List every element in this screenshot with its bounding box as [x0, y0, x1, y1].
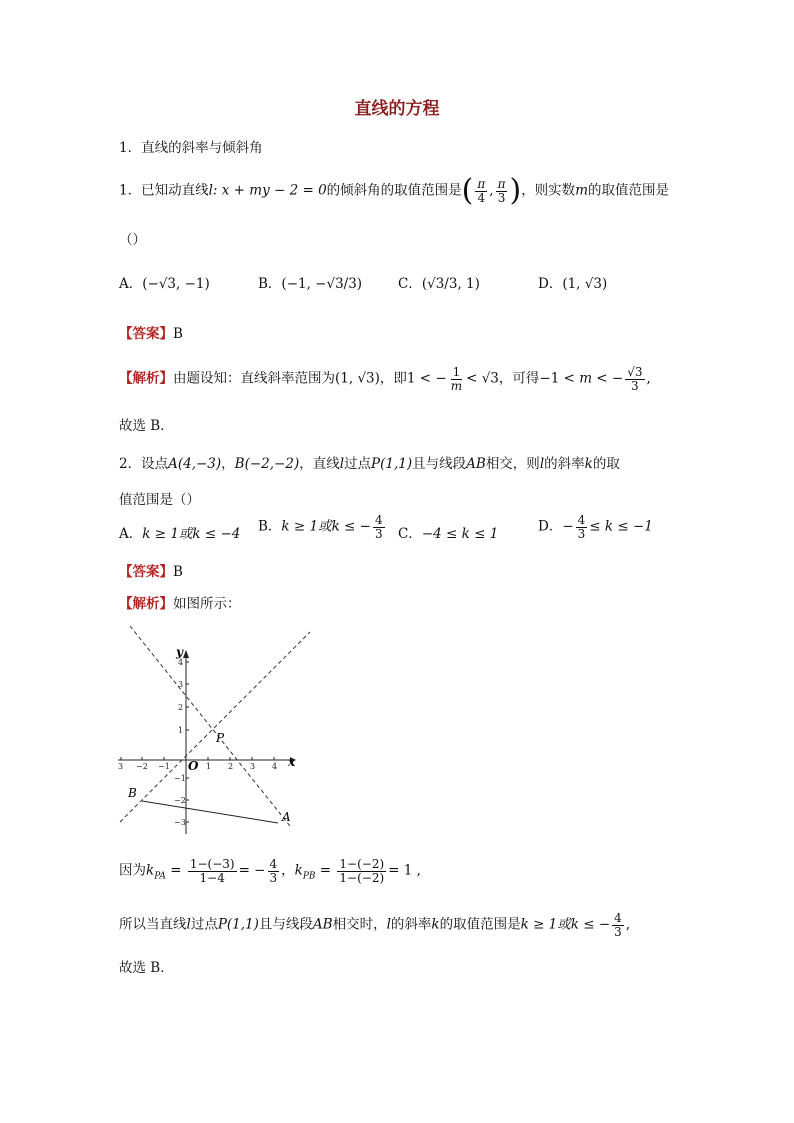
x-tick-label: 1 [206, 762, 212, 771]
q1-var: m [575, 182, 588, 199]
segment-ab [142, 801, 278, 823]
y-tick-label: −2 [174, 796, 186, 805]
line-pa-dashed [130, 626, 290, 826]
y-tick-label: 2 [178, 703, 184, 712]
origin-label: O [188, 759, 199, 773]
x-axis-label: x [288, 755, 296, 769]
line-pb-dashed [120, 632, 310, 822]
y-axis-arrow [183, 650, 189, 658]
q1-after: ，则实数 [521, 182, 576, 199]
q1-option-c: C．(√3/3, 1) [398, 276, 480, 292]
q1-end: 的取值范围是 [588, 182, 669, 199]
coordinate-figure [118, 620, 314, 836]
q1-paren: （） [119, 232, 146, 248]
page-title: 直线的方程 [354, 99, 440, 119]
x-tick-label: −2 [136, 762, 148, 771]
q2-option-a: A．k ≥ 1或k ≤ −4 [119, 526, 241, 542]
y-tick-label: −1 [174, 774, 186, 783]
slope-computation: 因为$k_{PA}$ = $\frac{1-(-3)}{1-4}$ = − $\frac{4}{3}$ ，$k_{PB}$ = $\frac{1-(-2)}{1-(-2)}$ = 1 , [119, 857, 421, 885]
x-tick-label: 3 [118, 762, 124, 771]
q1-answer: 【答案】B [119, 326, 183, 342]
x-tick-label: 3 [250, 762, 256, 771]
q1-option-b: B．(−1, −√3/3) [258, 276, 363, 292]
q1-stem: 1．已知动直线l: x + my − 2 = 0的倾斜角的取值范围是( $\frac{\pi}{4}$ , $\frac{\pi}{3}$ )，则实数m的取值范围是 [119, 173, 669, 208]
y-axis-label: y [176, 645, 183, 659]
y-tick-label: 1 [178, 726, 184, 735]
q1-option-d: D．(1, √3) [538, 276, 608, 292]
q1-prefix: 1．已知动直线 [119, 182, 209, 199]
point-a-label: A [282, 810, 291, 824]
q2-option-d: D．− $\frac{4}{3}$ ≤ k ≤ −1 [538, 513, 653, 541]
q2-analysis: 【解析】如图所示： [119, 596, 241, 612]
q1-option-a: A．(−√3, −1) [119, 276, 210, 292]
x-tick-label: −1 [158, 762, 170, 771]
point-b-label: B [128, 786, 137, 800]
q2-option-b: B．k ≥ 1或k ≤ − $\frac{4}{3}$ [258, 513, 383, 541]
q1-conclusion: 故选 B． [119, 418, 174, 434]
x-tick-label: 4 [272, 762, 278, 771]
q1-line-var: l [208, 182, 213, 199]
q1-analysis: 【解析】由题设知：直线斜率范围为(1, √3)，即1 < − $\frac{1}{m}$ < √3，可得−1 < m < − $\frac{√3}{3}$ , [119, 365, 651, 393]
y-tick-label: 4 [178, 658, 184, 667]
q1-mid: 的倾斜角的取值范围是 [326, 182, 462, 199]
q1-equation: : x + my − 2 = 0 [212, 182, 327, 199]
q2-stem-2: 值范围是（） [119, 492, 200, 508]
point-p-label: P [216, 731, 225, 745]
q2-answer: 【答案】B [119, 564, 183, 580]
y-tick-label: −3 [174, 818, 186, 827]
q2-stem: 2．设点A(4,−3)，B(−2,−2)，直线l过点P(1,1)且与线段AB相交，则l的斜率k的取 [119, 456, 620, 472]
section-heading: 1．直线的斜率与倾斜角 [119, 140, 263, 156]
q2-summary: 所以当直线l过点P(1,1)且与线段AB相交时，l的斜率k的取值范围是k ≥ 1或k ≤ − $\frac{4}{3}$ , [119, 911, 631, 939]
q2-option-c: C．−4 ≤ k ≤ 1 [398, 526, 499, 542]
y-tick-label: 3 [178, 680, 184, 689]
x-tick-label: 2 [228, 762, 234, 771]
q2-conclusion: 故选 B． [119, 960, 174, 976]
